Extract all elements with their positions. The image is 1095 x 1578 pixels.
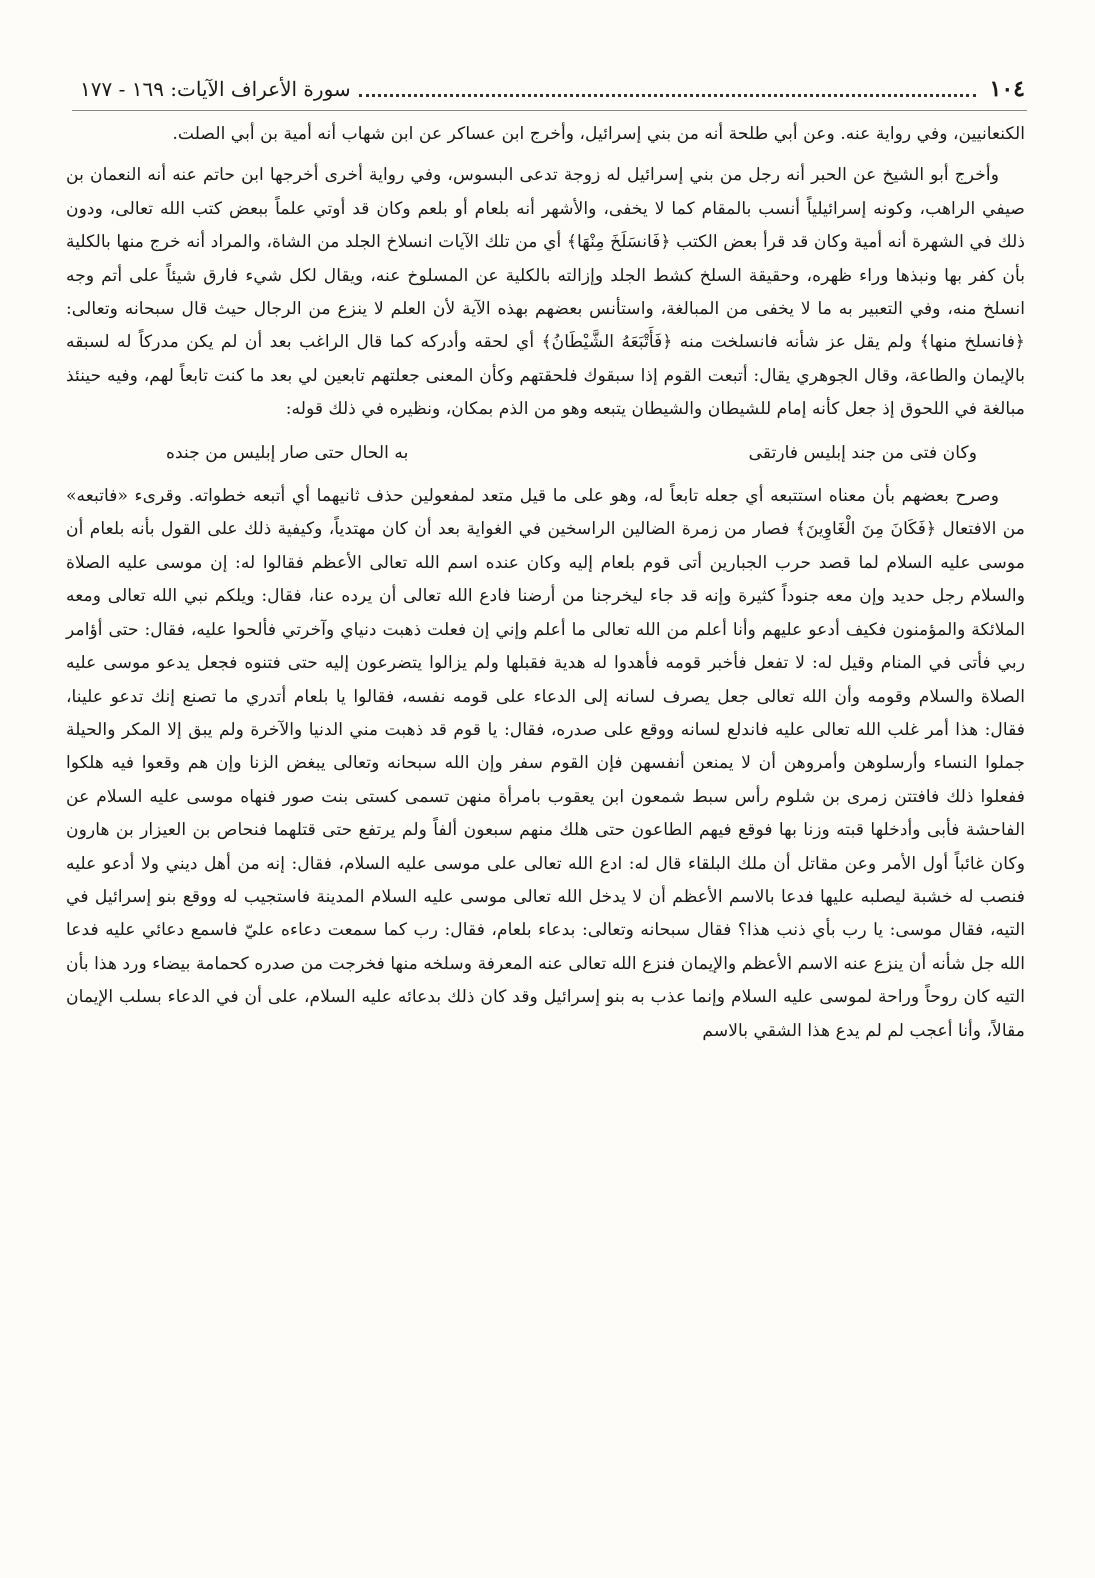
paragraph-1: الكنعانيين، وفي رواية عنه. وعن أبي طلحة أنه من بني إسرائيل، وأخرج ابن عساكر عن ابن شهاب أنه أمية بن أبي الصلت. (172, 124, 1025, 144)
body-text (66, 118, 1025, 1048)
verse-first-hemistich: وكان فتى من جند إبليس فارتقى (748, 442, 977, 463)
poetry-verse (66, 437, 1025, 470)
verse-second-hemistich: به الحال حتى صار إبليس من جنده (166, 442, 409, 463)
paragraph-3: وصرح بعضهم بأن معناه استتبعه أي جعله تابعاً له، وهو على ما قيل متعد لمفعولين حذف ثانيهما أي أتبعه خطواته. وقرىء «فاتبعه» من الافتعال ﴿فَكَانَ مِنَ الْغَاوِينَ﴾ فصار من زمرة الضالين الراسخين في الغواية بعد أن كان مهتدياً، وكيفية ذلك على القول بأنه بلعام أن موسى عليه السلام لما قصد حرب الجبارين أتى قوم بلعام إليه وكان عنده اسم الله تعالى الأعظم فقالوا له: إن موسى عليه الصلاة والسلام رجل حديد وإن معه جنوداً كثيرة وإنه قد جاء ليخرجنا من أرضنا فادع الله تعالى أن يرده عنا، فقال: ويلكم نبي الله تعالى ومعه الملائكة والمؤمنون فكيف أدعو عليهم وأنا أعلم من الله تعالى ما أعلم وإني إن فعلت ذهبت دنياي وآخرتي فألحوا عليه، فقال: حتى أؤامر ربي فأتى في المنام وقيل له: لا تفعل فأخبر قومه فأهدوا له هدية فقبلها ولم يزالوا يتضرعون إليه حتى فتنوه فجعل يدعو موسى عليه الصلاة والسلام وقومه وأن الله تعالى جعل يصرف لسانه إلى الدعاء على قومه نفسه، فقالوا يا بلعام أتدري ما تصنع إنك تدعو علينا، فقال: هذا أمر غلب الله تعالى عليه فاندلع لسانه ووقع على صدره، فقال: يا قوم قد ذهبت مني الدنيا والآخرة ولم يبق إلا المكر والحيلة جملوا النساء وأرسلوهن وأمروهن أن لا يمنعن أنفسهن فإن القوم سفر وإن الله سبحانه وتعالى يبغض الزنا وإن هم وقعوا فيه هلكوا ففعلوا ذلك فافتتن زمرى بن شلوم رأس سبط شمعون ابن يعقوب بامرأة منهن تسمى كستى بنت صور فنهاه موسى عليه السلام عن الفاحشة فأبى وأدخلها قبته وزنا بها فوقع فيهم الطاعون حتى هلك منهم سبعون ألفاً ولم يرتفع حتى قتلهما فنحاص بن العيزار بن هارون وكان غائباً أول الأمر وعن مقاتل أن ملك البلقاء قال له: ادع الله تعالى على موسى عليه السلام، فقال: إنه من أهل ديني ولا أدعو عليه فنصب له خشبة ليصلبه عليها فدعا بالاسم الأعظم أن لا يدخل الله تعالى موسى عليه السلام المدينة فاستجيب له ووقع بنو إسرائيل في التيه، فقال موسى: يا رب بأي ذنب هذا؟ فقال سبحانه وتعالى: بدعاء بلعام، فقال: رب كما سمعت دعاءه عليّ فاسمع دعائي عليه فدعا الله جل شأنه أن ينزع عنه الاسم الأعظم والإيمان فنزع الله تعالى عنه المعرفة وسلخه منها فخرجت من صدره كحمامة بيضاء ورد هذا بأن التيه كان روحاً وراحة لموسى عليه السلام وإنما عذب به بنو إسرائيل وقد كان ذلك بدعائه عليه السلام، على أن في الدعاء بسلب الإيمان مقالاً، وأنا أعجب لم لم يدع هذا الشقي بالاسم (66, 486, 1025, 1041)
page-number: ١٠٤ (989, 76, 1025, 102)
paragraph-2: وأخرج أبو الشيخ عن الحبر أنه رجل من بني إسرائيل له زوجة تدعى البسوس، وفي رواية أخرى أخرجها ابن حاتم عنه أنه النعمان بن صيفي الراهب، وكونه إسرائيلياً أنسب بالمقام كما لا يخفى، والأشهر أنه بلعام أو بلعم وكان قد أوتي علماً ببعض كتب الله تعالى، ودون ذلك في الشهرة أنه أمية وكان قد قرأ بعض الكتب ﴿فَانسَلَخَ مِنْهَا﴾ أي من تلك الآيات انسلاخ الجلد من الشاة، والمراد أنه خرج منها بالكلية بأن كفر بها ونبذها وراء ظهره، وحقيقة السلخ كشط الجلد وإزالته بالكلية عن المسلوخ عنه، ويقال لكل شيء فارق شيئاً على أتم وجه انسلخ منه، وفي التعبير به ما لا يخفى من المبالغة، واستأنس بعضهم بهذه الآية لأن العلم لا ينزع من الرجال حيث قال سبحانه وتعالى: ﴿فانسلخ منها﴾ ولم يقل عز شأنه فانسلخت منه ﴿فَأَتْبَعَهُ الشَّيْطَانُ﴾ أي لحقه وأدركه كما قال الراغب بعد أن لم يكن مدركاً له لسبقه بالإيمان والطاعة، وقال الجوهري يقال: أتبعت القوم إذا سبقوك فلحقتهم وكأن المعنى جعلتهم تابعين لي بعد ما كنت تابعاً لهم، وفيه حينئذ مبالغة في اللحوق إذ جعل كأنه إمام للشيطان والشيطان يتبعه وهو من الذم بمكان، ونظيره في ذلك قوله: (66, 165, 1025, 420)
surah-title: سورة الأعراف الآيات: ١٦٩ - ١٧٧ (80, 77, 351, 101)
dotted-leader (359, 90, 976, 97)
running-header (80, 72, 1025, 106)
header-rule (72, 110, 1027, 111)
